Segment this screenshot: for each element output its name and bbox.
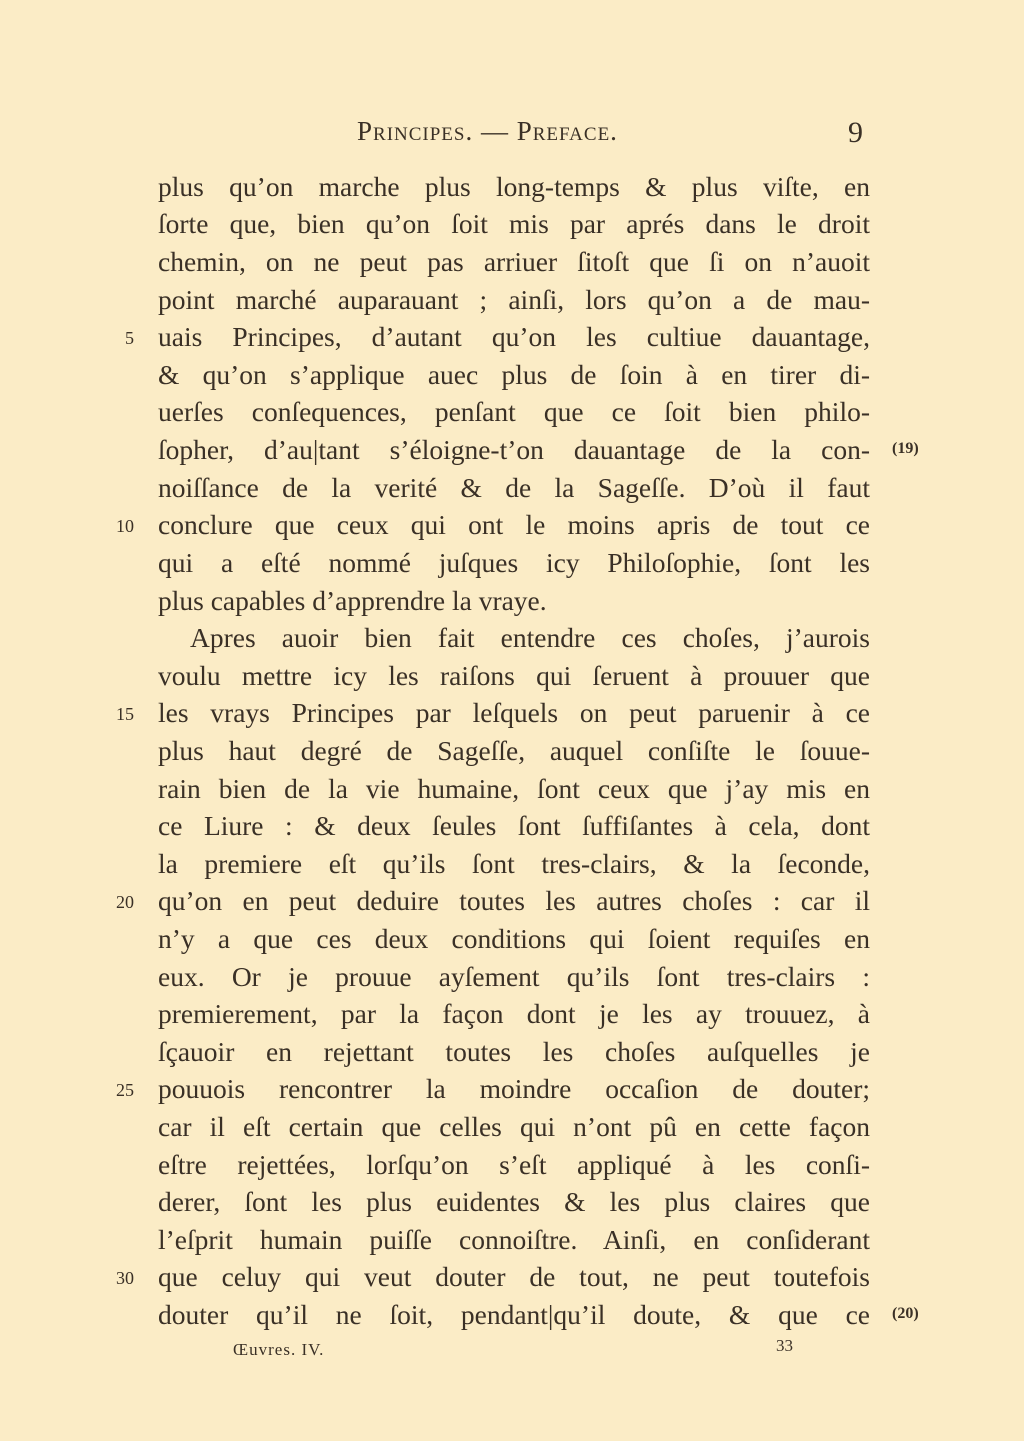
text-line: que celuy qui veut douter de tout, ne peut toutefois — [158, 1261, 870, 1292]
text-line: ce Liure : & deux ſeules ſont ſuffiſantes à cela, dont — [158, 810, 870, 841]
footer-sheet-number: 33 — [776, 1336, 793, 1355]
text-line: point marché auparauant ; ainſi, lors qu’on a de mau- — [158, 284, 870, 315]
text-line: noiſſance de la verité & de la Sageſſe. D’où il faut — [158, 472, 870, 503]
text-line: douter qu’il ne ſoit, pendant|qu’il doute, & que ce — [158, 1299, 870, 1330]
line-number: 15 — [116, 704, 134, 724]
text-line: la premiere eſt qu’ils ſont tres-clairs, & la ſeconde, — [158, 848, 870, 879]
text-line: eſtre rejettées, lorſqu’on s’eſt appliqué à les conſi- — [158, 1149, 870, 1180]
text-line: qui a eſté nommé juſques icy Philoſophie, ſont les — [158, 547, 870, 578]
text-line: & qu’on s’applique auec plus de ſoin à en tirer di- — [158, 359, 870, 390]
text-line: conclure que ceux qui ont le moins apris de tout ce — [158, 509, 870, 540]
text-line: plus haut degré de Sageſſe, auquel conſiſte le ſouue- — [158, 735, 870, 766]
running-header: Principes. — Preface. — [357, 116, 618, 146]
line-number: 10 — [116, 516, 134, 536]
text-line: les vrays Principes par leſquels on peut paruenir à ce — [158, 697, 870, 728]
text-line: plus capables d’apprendre la vraye. — [158, 585, 547, 616]
text-line: pouuois rencontrer la moindre occaſion de douter; — [158, 1073, 870, 1104]
line-number: 5 — [125, 328, 134, 348]
text-line: qu’on en peut deduire toutes les autres choſes : car il — [158, 885, 870, 916]
line-number: 30 — [116, 1268, 134, 1288]
text-line: rain bien de la vie humaine, ſont ceux que j’ay mis en — [158, 773, 870, 804]
text-line: ſopher, d’au|tant s’éloigne-t’on dauantage de la con- — [158, 434, 870, 465]
text-line: eux. Or je prouue ayſement qu’ils ſont tres-clairs : — [158, 961, 870, 992]
text-line: uais Principes, d’autant qu’on les cultiue dauantage, — [158, 321, 870, 352]
text-line: n’y a que ces deux conditions qui ſoient requiſes en — [158, 923, 870, 954]
text-line: Apres auoir bien fait entendre ces choſes, j’aurois — [190, 622, 870, 653]
text-line: premierement, par la façon dont je les ay trouuez, à — [158, 998, 870, 1029]
text-line: ſçauoir en rejettant toutes les choſes auſquelles je — [158, 1036, 870, 1067]
text-line: plus qu’on marche plus long-temps & plus viſte, en — [158, 171, 870, 202]
text-line: voulu mettre icy les raiſons qui ſeruent à prouuer que — [158, 660, 870, 691]
margin-note: (20) — [892, 1305, 919, 1322]
line-number: 20 — [116, 892, 134, 912]
margin-note: (19) — [892, 440, 919, 457]
page-number: 9 — [848, 116, 863, 149]
text-line: derer, ſont les plus euidentes & les plus claires que — [158, 1186, 870, 1217]
footer-signature: Œuvres. IV. — [233, 1340, 325, 1359]
text-line: chemin, on ne peut pas arriuer ſitoſt que ſi on n’auoit — [158, 246, 870, 277]
text-line: l’eſprit humain puiſſe connoiſtre. Ainſi, en conſiderant — [158, 1224, 870, 1255]
line-number: 25 — [116, 1080, 134, 1100]
text-line: car il eſt certain que celles qui n’ont pû en cette façon — [158, 1111, 870, 1142]
text-line: uerſes conſequences, penſant que ce ſoit bien philo- — [158, 396, 870, 427]
text-line: ſorte que, bien qu’on ſoit mis par aprés dans le droit — [158, 208, 870, 239]
